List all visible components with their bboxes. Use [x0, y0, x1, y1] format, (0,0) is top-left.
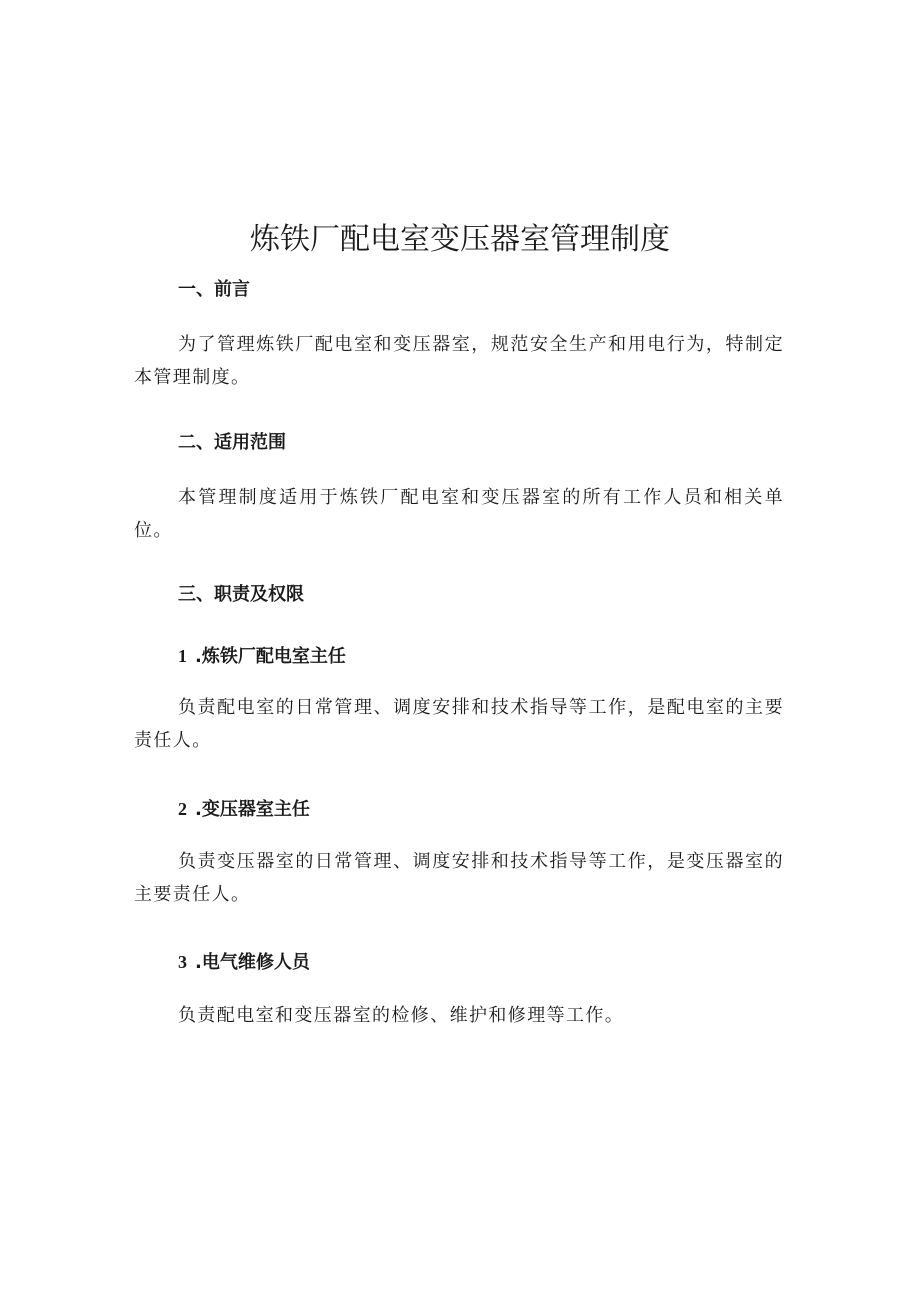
- role-paragraph-transformer-director: 负责变压器室的日常管理、调度安排和技术指导等工作，是变压器室的主要责任人。: [134, 851, 784, 905]
- role-paragraph-maintenance-staff: 负责配电室和变压器室的检修、维护和修理等工作。: [178, 1005, 625, 1026]
- role-paragraph-distribution-director: 负责配电室的日常管理、调度安排和技术指导等工作，是配电室的主要责任人。: [134, 697, 784, 751]
- role-title: .变压器室主任: [195, 799, 310, 820]
- role-heading-maintenance-staff: [178, 949, 310, 976]
- role-number: 3: [178, 952, 187, 972]
- role-number: 1: [178, 646, 187, 666]
- section-heading-responsibilities: 三、职责及权限: [178, 584, 304, 605]
- role-title: .炼铁厂配电室主任: [195, 646, 346, 667]
- role-title: .电气维修人员: [195, 952, 310, 973]
- role-heading-transformer-director: [178, 796, 310, 823]
- document-title: 炼铁厂配电室变压器室管理制度: [250, 222, 670, 257]
- section-heading-scope: 二、适用范围: [178, 432, 286, 453]
- section-paragraph-preface: 为了管理炼铁厂配电室和变压器室，规范安全生产和用电行为，特制定本管理制度。: [134, 334, 784, 388]
- role-heading-distribution-director: [178, 643, 346, 670]
- section-paragraph-scope: 本管理制度适用于炼铁厂配电室和变压器室的所有工作人员和相关单位。: [134, 487, 784, 541]
- section-heading-preface: 一、前言: [178, 279, 250, 300]
- role-number: 2: [178, 799, 187, 819]
